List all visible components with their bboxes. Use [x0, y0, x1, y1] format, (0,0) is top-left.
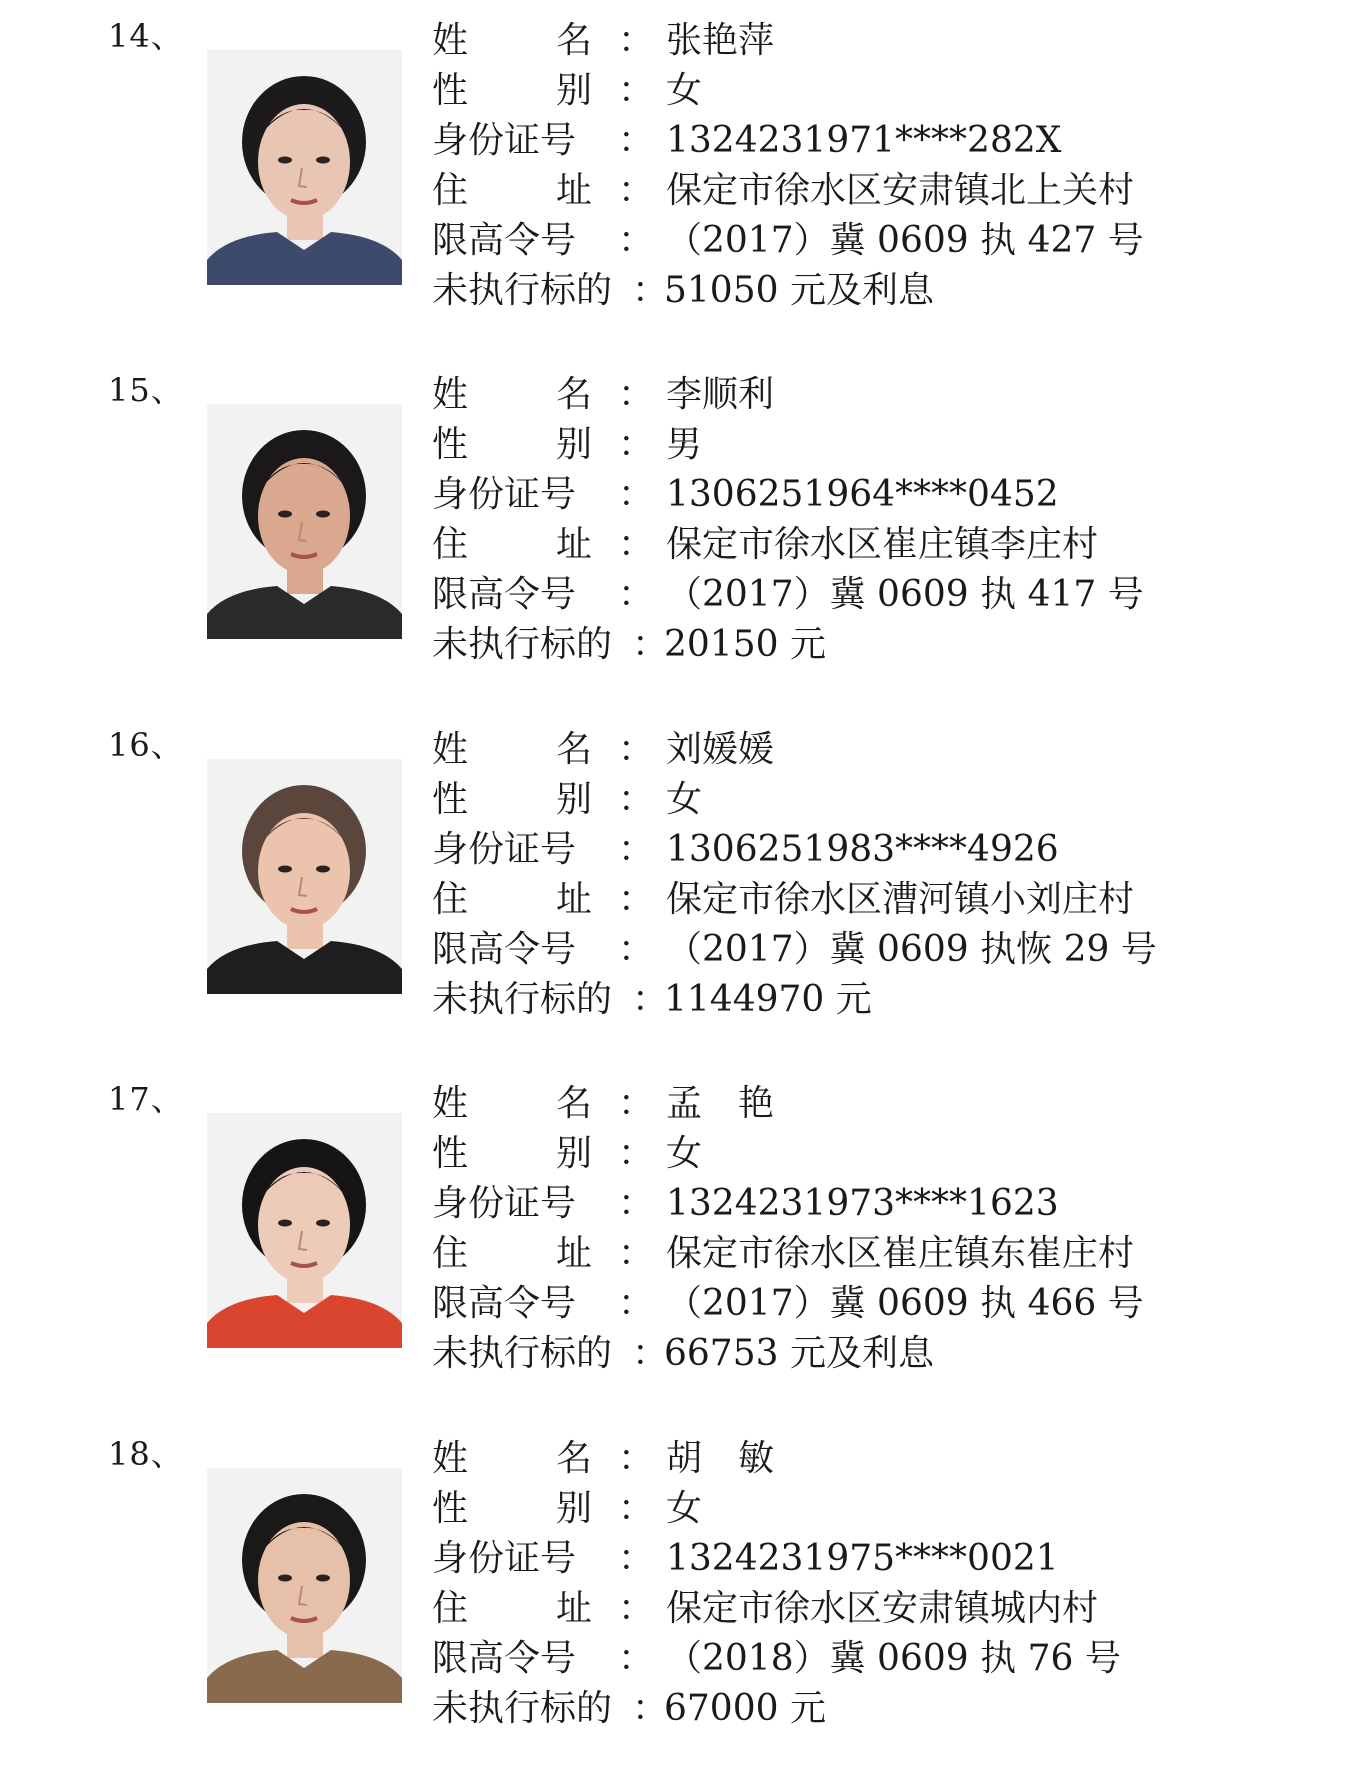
- colon: ：: [618, 729, 655, 770]
- address-value: 保定市徐水区安肃镇北上关村: [666, 170, 1135, 211]
- gender-value: 女: [666, 1133, 703, 1174]
- amount-label: 未执行标的: [432, 1333, 613, 1374]
- address-value: 保定市徐水区漕河镇小刘庄村: [666, 879, 1135, 920]
- person-photo: [207, 50, 402, 285]
- name-value: 刘媛媛: [666, 729, 775, 770]
- colon: ：: [618, 524, 655, 565]
- gender-label: 性 别: [432, 424, 592, 465]
- colon: ：: [632, 624, 669, 665]
- colon: ：: [618, 374, 655, 415]
- colon: ：: [618, 20, 655, 61]
- colon: ：: [618, 120, 655, 161]
- colon: ：: [618, 1438, 655, 1479]
- gender-value: 女: [666, 1488, 703, 1529]
- gender-label: 性 别: [432, 70, 592, 111]
- colon: ：: [618, 829, 655, 870]
- id-label: 身份证号: [432, 474, 577, 515]
- gender-value: 男: [666, 424, 703, 465]
- colon: ：: [618, 879, 655, 920]
- order-label: 限高令号: [432, 929, 577, 970]
- entry-number: 16、: [108, 726, 184, 764]
- order-value: （2017）冀 0609 执恢 29 号: [666, 929, 1157, 970]
- amount-value: 51050 元及利息: [664, 270, 934, 311]
- order-value: （2017）冀 0609 执 417 号: [666, 574, 1144, 615]
- address-label: 住 址: [432, 879, 592, 920]
- person-photo: [207, 1468, 402, 1703]
- name-label: 姓 名: [432, 1438, 592, 1479]
- colon: ：: [618, 1133, 655, 1174]
- address-label: 住 址: [432, 1588, 592, 1629]
- colon: ：: [632, 979, 669, 1020]
- person-entry: [0, 354, 1351, 708]
- person-entry: [0, 1063, 1351, 1417]
- address-value: 保定市徐水区崔庄镇东崔庄村: [666, 1233, 1135, 1274]
- person-photo: [207, 404, 402, 639]
- colon: ：: [618, 1638, 655, 1679]
- amount-value: 67000 元: [664, 1688, 826, 1729]
- id-value: 1324231973****1623: [666, 1183, 1059, 1224]
- person-entry: [0, 709, 1351, 1063]
- order-value: （2018）冀 0609 执 76 号: [666, 1638, 1121, 1679]
- colon: ：: [618, 220, 655, 261]
- amount-value: 20150 元: [664, 624, 826, 665]
- amount-value: 66753 元及利息: [664, 1333, 934, 1374]
- person-entry: [0, 0, 1351, 354]
- amount-label: 未执行标的: [432, 270, 613, 311]
- portrait-image: [207, 759, 402, 994]
- id-value: 1306251964****0452: [666, 474, 1059, 515]
- id-value: 1324231975****0021: [666, 1538, 1059, 1579]
- id-label: 身份证号: [432, 1183, 577, 1224]
- id-label: 身份证号: [432, 829, 577, 870]
- order-label: 限高令号: [432, 1283, 577, 1324]
- colon: ：: [618, 1488, 655, 1529]
- colon: ：: [618, 1183, 655, 1224]
- address-label: 住 址: [432, 170, 592, 211]
- colon: ：: [632, 1333, 669, 1374]
- entry-number: 15、: [108, 371, 184, 409]
- gender-label: 性 别: [432, 1133, 592, 1174]
- name-label: 姓 名: [432, 729, 592, 770]
- colon: ：: [618, 170, 655, 211]
- colon: ：: [618, 1083, 655, 1124]
- name-value: 李顺利: [666, 374, 775, 415]
- colon: ：: [618, 474, 655, 515]
- order-value: （2017）冀 0609 执 427 号: [666, 220, 1144, 261]
- colon: ：: [632, 1688, 669, 1729]
- id-value: 1324231971****282X: [666, 120, 1062, 161]
- colon: ：: [618, 779, 655, 820]
- portrait-image: [207, 1468, 402, 1703]
- colon: ：: [618, 424, 655, 465]
- portrait-image: [207, 50, 402, 285]
- amount-label: 未执行标的: [432, 979, 613, 1020]
- name-value: 胡 敏: [666, 1438, 775, 1479]
- colon: ：: [618, 1283, 655, 1324]
- amount-label: 未执行标的: [432, 624, 613, 665]
- entry-number: 14、: [108, 17, 184, 55]
- gender-label: 性 别: [432, 1488, 592, 1529]
- gender-value: 女: [666, 779, 703, 820]
- colon: ：: [618, 929, 655, 970]
- amount-value: 1144970 元: [664, 979, 872, 1020]
- order-label: 限高令号: [432, 220, 577, 261]
- address-label: 住 址: [432, 1233, 592, 1274]
- address-value: 保定市徐水区崔庄镇李庄村: [666, 524, 1099, 565]
- address-value: 保定市徐水区安肃镇城内村: [666, 1588, 1099, 1629]
- id-label: 身份证号: [432, 1538, 577, 1579]
- colon: ：: [618, 574, 655, 615]
- order-value: （2017）冀 0609 执 466 号: [666, 1283, 1144, 1324]
- gender-value: 女: [666, 70, 703, 111]
- person-photo: [207, 759, 402, 994]
- order-label: 限高令号: [432, 1638, 577, 1679]
- address-label: 住 址: [432, 524, 592, 565]
- gender-label: 性 别: [432, 779, 592, 820]
- colon: ：: [618, 70, 655, 111]
- colon: ：: [632, 270, 669, 311]
- person-photo: [207, 1113, 402, 1348]
- name-value: 张艳萍: [666, 20, 775, 61]
- id-label: 身份证号: [432, 120, 577, 161]
- amount-label: 未执行标的: [432, 1688, 613, 1729]
- entry-number: 17、: [108, 1080, 184, 1118]
- name-label: 姓 名: [432, 1083, 592, 1124]
- name-value: 孟 艳: [666, 1083, 775, 1124]
- colon: ：: [618, 1538, 655, 1579]
- portrait-image: [207, 1113, 402, 1348]
- order-label: 限高令号: [432, 574, 577, 615]
- entry-number: 18、: [108, 1435, 184, 1473]
- portrait-image: [207, 404, 402, 639]
- name-label: 姓 名: [432, 374, 592, 415]
- name-label: 姓 名: [432, 20, 592, 61]
- colon: ：: [618, 1233, 655, 1274]
- person-entry: [0, 1418, 1351, 1772]
- colon: ：: [618, 1588, 655, 1629]
- id-value: 1306251983****4926: [666, 829, 1059, 870]
